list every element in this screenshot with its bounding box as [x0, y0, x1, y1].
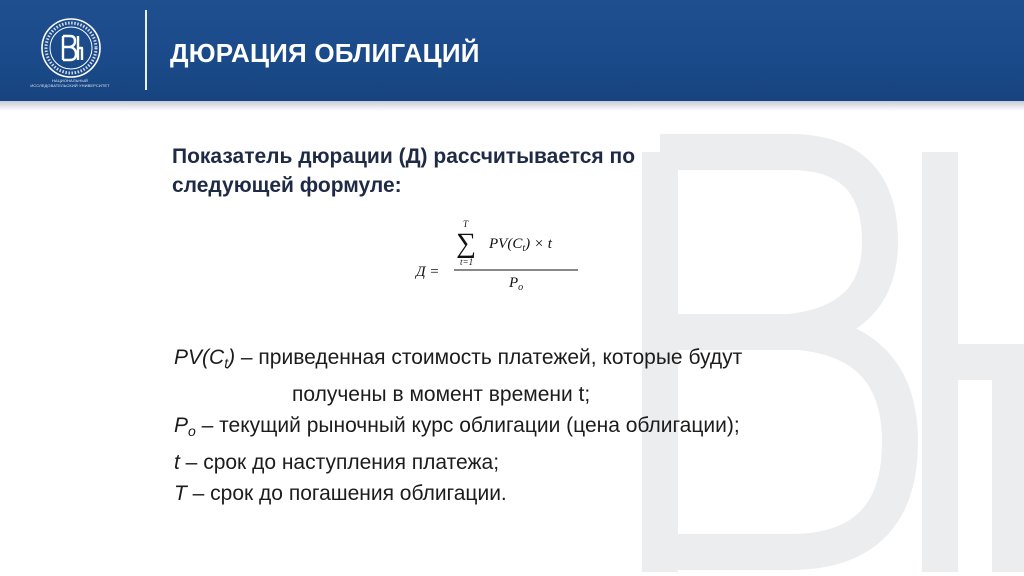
- slide-header: [0, 0, 1024, 101]
- definition-symbol: $P_o$: [174, 414, 196, 439]
- formula-numerator: $PV(C_t) \times t$: [489, 236, 552, 254]
- definitions-list: [174, 342, 994, 509]
- sum-symbol: ∑: [456, 228, 476, 259]
- definition-pv-continuation: получены в момент времени t;: [292, 383, 591, 406]
- definition-text: – срок до наступления платежа;: [179, 451, 500, 474]
- definition-pv: [174, 342, 994, 379]
- sum-upper-limit: T: [463, 219, 469, 229]
- slide-title: ДЮРАЦИЯ ОБЛИГАЦИЙ: [170, 38, 480, 68]
- header-shadow: [0, 101, 1024, 111]
- header-divider: [145, 10, 147, 90]
- definition-po: [174, 410, 994, 447]
- definition-t-upper: [174, 478, 994, 509]
- formula-lhs: Д =: [416, 264, 440, 280]
- formula-intro: [172, 142, 635, 200]
- definition-symbol: t: [174, 451, 180, 474]
- duration-formula: [410, 215, 590, 300]
- definition-symbol: T: [174, 482, 187, 505]
- intro-line-2: следующей формуле:: [172, 174, 402, 197]
- definition-t-lower: [174, 447, 994, 478]
- sum-lower-limit: t=1: [460, 257, 474, 267]
- definition-text: – приведенная стоимость платежей, которые будут: [235, 346, 743, 369]
- definition-text: – срок до погашения облигации.: [186, 482, 507, 505]
- definition-symbol: $PV(C_t)$: [174, 346, 236, 371]
- intro-line-1: Показатель дюрации (Д) рассчитывается по: [172, 145, 636, 168]
- formula-denominator: $P_o$: [509, 275, 524, 293]
- definition-text: – текущий рыночный курс облигации (цена облигации);: [195, 414, 740, 437]
- logo-caption: НАЦИОНАЛЬНЫЙ ИССЛЕДОВАТЕЛЬСКИЙ УНИВЕРСИТЕТ: [30, 78, 110, 88]
